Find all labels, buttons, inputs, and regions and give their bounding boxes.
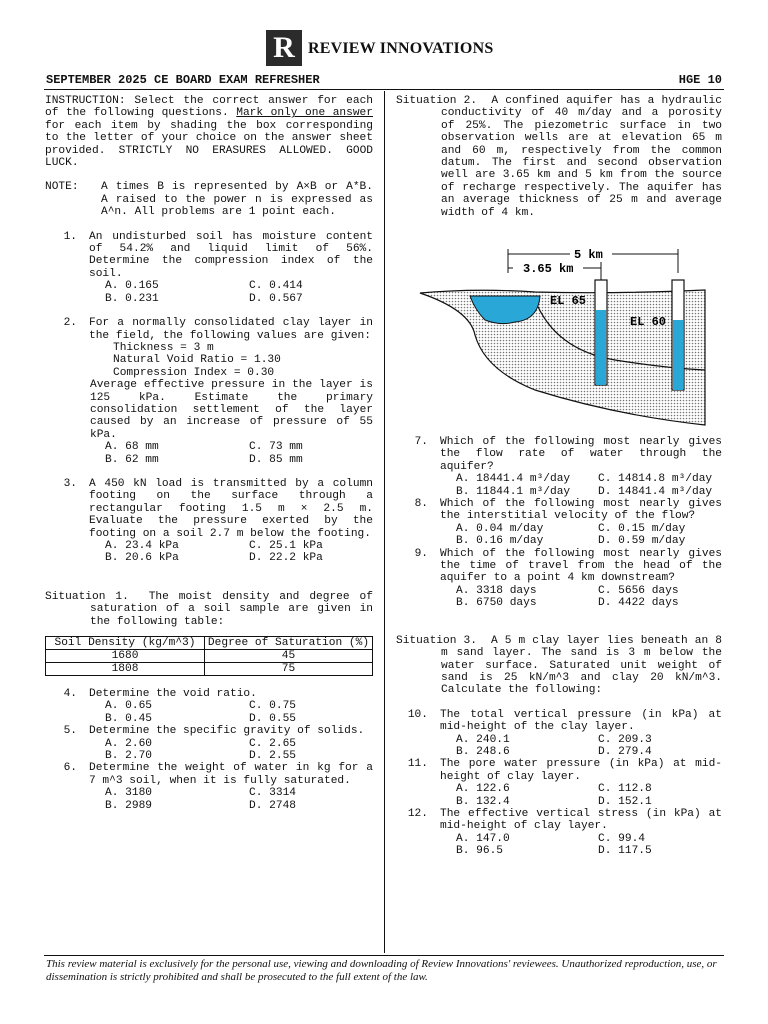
header-rule — [44, 89, 724, 90]
choice-c: C. 2.65 — [249, 737, 296, 750]
choice-b: B. 0.16 m/day — [456, 535, 544, 548]
aquifer-layer — [420, 290, 705, 425]
choice-b: B. 0.231 — [105, 292, 159, 305]
right-column-questions — [396, 436, 722, 858]
choice-a: A. 147.0 — [456, 832, 510, 845]
choice-b: B. 96.5 — [456, 845, 503, 858]
choice-d: D. 0.55 — [249, 712, 296, 725]
elevation-65-label: EL 65 — [550, 294, 587, 308]
situation-1: Situation 1. The moist density and degree of saturation of a soil sample are given in the following table: — [45, 590, 373, 628]
choice-b: B. 248.6 — [456, 745, 510, 758]
dim-365km-label: 3.65 km — [523, 262, 574, 276]
aquifer-diagram — [415, 240, 715, 430]
choice-d: D. 152.1 — [598, 795, 652, 808]
brand-name: REVIEW INNOVATIONS — [308, 40, 494, 57]
choice-d: D. 0.59 m/day — [598, 535, 686, 548]
choice-d: D. 2748 — [249, 799, 296, 812]
choice-a: A. 68 mm — [105, 441, 159, 454]
choice-b: B. 11844.1 m³/day — [456, 485, 571, 498]
choice-b: B. 62 mm — [105, 453, 159, 466]
choice-a: A. 122.6 — [456, 783, 510, 796]
choice-c: C. 0.15 m/day — [598, 522, 686, 535]
dim-5km-label: 5 km — [574, 248, 603, 262]
choice-d: D. 279.4 — [598, 745, 652, 758]
choice-a: A. 0.165 — [105, 280, 159, 293]
table-row: 1680 45 — [46, 650, 373, 663]
choice-b: B. 0.45 — [105, 712, 152, 725]
footer-rule — [44, 955, 724, 956]
choice-c: C. 0.75 — [249, 700, 296, 713]
situation-3: Situation 3. A 5 m clay layer lies beneath an 8 m sand layer. The sand is 3 m below the water surface. Saturated unit weight of sand is 25 kN/m^3 and clay 20 kN/m^3. Calculate the following: — [396, 634, 722, 697]
well-2-water — [673, 320, 683, 390]
choice-c: C. 73 mm — [249, 441, 303, 454]
soil-table — [45, 636, 373, 676]
choice-a: A. 240.1 — [456, 733, 510, 746]
question-6: 6. Determine the weight of water in kg for a 7 m^3 soil, when it is fully saturated. A. 3180 C. 3314 B. 2989 D. 2748 — [63, 762, 373, 812]
question-7: 7. Which of the following most nearly gives the flow rate of water through the aquifer? A. 18441.4 m³/day C. 14814.8 m³/day B. 11844.1 m³/day D. 14841.4 m³/day — [414, 436, 722, 498]
choice-b: B. 132.4 — [456, 795, 510, 808]
choice-a: A. 23.4 kPa — [105, 540, 179, 552]
choice-d: D. 85 mm — [249, 453, 303, 466]
left-column — [45, 95, 373, 812]
choice-c: C. 0.414 — [249, 280, 303, 293]
right-column — [396, 95, 722, 219]
brand-logo: R — [266, 30, 302, 66]
choice-c: C. 25.1 kPa — [249, 540, 323, 552]
footer-disclaimer: This review material is exclusively for the personal use, viewing and downloading of Review Innovations' reviewees. Unauthorized reproduction, use, or dissemination is strictly prohibited and shall be prosecuted to the full extent of the law. — [46, 958, 717, 983]
choice-a: A. 3318 days — [456, 584, 537, 597]
choice-c: C. 99.4 — [598, 832, 645, 845]
choice-d: D. 0.567 — [249, 292, 303, 305]
question-12: 12. The effective vertical stress (in kPa) at mid-height of clay layer. A. 147.0 C. 99.4 B. 96.5 D. 117.5 — [407, 807, 722, 858]
choice-d: D. 2.55 — [249, 750, 296, 763]
question-5: 5. Determine the specific gravity of solids. A. 2.60 C. 2.65 B. 2.70 D. 2.55 — [45, 725, 373, 762]
instruction-emphasis: Mark only one answer — [236, 107, 373, 120]
note: NOTE: A times B is represented by A×B or A*B. A raised to the power n is expressed as A^n. All problems are 1 point each. — [45, 181, 373, 219]
question-1: 1. An undisturbed soil has moisture content of 54.2% and liquid limit of 56%. Determine the compression index of the soil. A. 0.165 C. 0.414 B. 0.231 D. 0.567 — [63, 230, 373, 305]
choice-a: A. 3180 — [105, 787, 152, 800]
question-10: 10. The total vertical pressure (in kPa) at mid-height of the clay layer. A. 240.1 C. 209.3 B. 248.6 D. 279.4 — [407, 708, 722, 758]
choice-c: C. 3314 — [249, 787, 296, 800]
choice-a: A. 0.04 m/day — [456, 522, 544, 535]
choice-a: A. 18441.4 m³/day — [456, 473, 571, 486]
instruction: INSTRUCTION: Select the correct answer for each of the following questions. Mark only one answer for each item by shading the box corresponding to the letter of your choice on the answer sheet provided. STRICTLY NO ERASURES ALLOWED. GOOD LUCK. — [45, 95, 373, 170]
choice-b: B. 6750 days — [456, 597, 537, 610]
table-header: Soil Density (kg/m^3) — [46, 637, 205, 650]
choice-a: A. 2.60 — [105, 737, 152, 750]
exam-code: HGE 10 — [678, 73, 722, 87]
situation-2: Situation 2. A confined aquifer has a hydraulic conductivity of 40 m/day and a porosity of 25%. The piezometric surface in two observation wells are at elevation 65 m and 60 m, respectively from the common datum. The first and second observation well are 3.65 km and 5 km from the source of recharge respectively. The aquifer has an average thickness of 25 m and average width of 4 km. — [396, 95, 722, 219]
choice-d: D. 14841.4 m³/day — [598, 485, 713, 498]
well-1-water — [596, 310, 606, 385]
choice-b: B. 2.70 — [105, 750, 152, 763]
choice-c: C. 112.8 — [598, 783, 652, 796]
question-11: 11. The pore water pressure (in kPa) at mid-height of clay layer. A. 122.6 C. 112.8 B. 132.4 D. 152.1 — [407, 758, 722, 808]
question-4: 4. Determine the void ratio. A. 0.65 C. 0.75 B. 0.45 D. 0.55 — [45, 688, 373, 725]
question-2: 2. For a normally consolidated clay layer in the field, the following values are given: Thickness = 3 m Natural Void Ratio = 1.30 Compression Index = 0.30 Average effective pressure in the layer is 125 kPa. Estimate the primary consolidation settlement of the layer caused by an increase of pressure of 55 kPa. A. 68 mm C. 73 mm B. 62 mm D. 85 mm — [63, 317, 373, 466]
elevation-60-label: EL 60 — [630, 315, 667, 329]
table-header: Degree of Saturation (%) — [205, 637, 373, 650]
column-divider — [384, 91, 385, 953]
choice-a: A. 0.65 — [105, 700, 152, 713]
question-8: 8. Which of the following most nearly gives the interstitial velocity of the flow? A. 0.04 m/day C. 0.15 m/day B. 0.16 m/day D. 0.59 m/day — [414, 498, 722, 548]
question-9: 9. Which of the following most nearly gives the time of travel from the head of the aquifer to a point 4 km downstream? A. 3318 days C. 5656 days B. 6750 days D. 4422 days — [414, 547, 722, 610]
choice-c: C. 209.3 — [598, 733, 652, 746]
choice-c: C. 14814.8 m³/day — [598, 473, 713, 486]
table-row: 1808 75 — [46, 663, 373, 676]
choice-b: B. 2989 — [105, 799, 152, 812]
choice-d: D. 117.5 — [598, 845, 652, 858]
choice-d: D. 4422 days — [598, 597, 679, 610]
exam-title: SEPTEMBER 2025 CE BOARD EXAM REFRESHER — [46, 73, 320, 87]
question-3: 3. A 450 kN load is transmitted by a column footing on the surface through a rectangular footing 1.5 m × 2.5 m. Evaluate the pressure exerted by the footing on a soil 2.7 m below the footing. A. 23.4 kPa C. 25.1 kPa B. 20.6 kPa D. 22.2 kPa — [63, 477, 373, 565]
choice-b: B. 20.6 kPa — [105, 552, 179, 565]
choice-c: C. 5656 days — [598, 584, 679, 597]
choice-d: D. 22.2 kPa — [249, 552, 323, 565]
